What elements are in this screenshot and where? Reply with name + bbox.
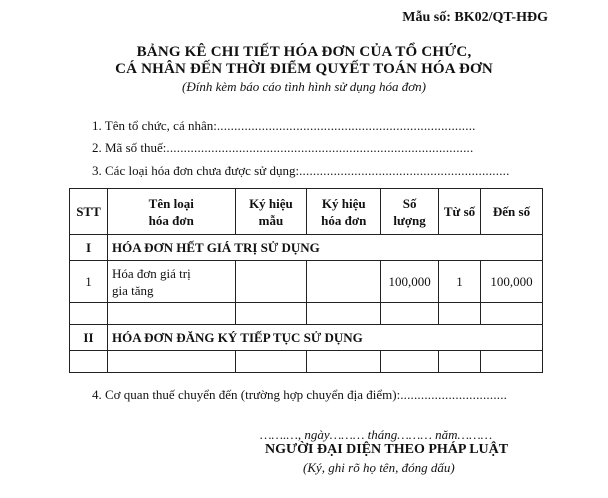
header-form-symbol-line2: mẫu: [258, 212, 284, 228]
header-form-symbol-line1: Ký hiệu: [249, 195, 293, 211]
empty-row: [70, 303, 543, 325]
title-line-2: CÁ NHÂN ĐẾN THỜI ĐIỂM QUYẾT TOÁN HÓA ĐƠN: [115, 61, 493, 77]
org-name-label: 1. Tên tổ chức, cá nhân:: [92, 118, 217, 133]
section-row-continued: [70, 325, 543, 351]
empty-cell: [439, 303, 481, 325]
header-quantity: [381, 189, 439, 235]
empty-cell: [439, 351, 481, 373]
table-header-row: [70, 189, 543, 235]
title-line-1: BẢNG KÊ CHI TIẾT HÓA ĐƠN CỦA TỔ CHỨC,: [136, 44, 472, 60]
empty-cell: [235, 303, 307, 325]
header-stt: STT: [70, 189, 108, 235]
empty-cell: [70, 303, 108, 325]
tax-office-label: 4. Cơ quan thuế chuyển đến (trường hợp chuyển địa điểm):: [92, 387, 401, 402]
header-invoice-serial-line1: Ký hiệu: [321, 195, 366, 211]
cell-form-symbol: [235, 261, 307, 303]
empty-cell: [481, 351, 543, 373]
tax-code-dots: .........................................................................................: [166, 140, 474, 155]
invoice-table: [69, 188, 543, 373]
section-number: I: [70, 235, 108, 261]
header-invoice-name-line1: Tên loại: [148, 195, 194, 211]
invoice-types-label: 3. Các loại hóa đơn chưa được sử dụng:: [92, 163, 300, 178]
empty-cell: [307, 303, 381, 325]
header-quantity-line1: Số: [402, 195, 417, 211]
signature-note: (Ký, ghi rõ họ tên, đóng dấu): [303, 460, 455, 475]
invoice-types-dots: .............................................................: [299, 163, 510, 178]
tax-office-dots: ...............................: [400, 387, 508, 402]
tax-code-label: 2. Mã số thuế:: [92, 140, 167, 155]
tax-office-field: [92, 387, 507, 403]
subtitle: (Đính kèm báo cáo tình hình sử dụng hóa đơn): [181, 79, 427, 94]
empty-row: [70, 351, 543, 373]
signature-title: NGƯỜI ĐẠI DIỆN THEO PHÁP LUẬT: [265, 442, 509, 457]
empty-cell: [307, 351, 381, 373]
cell-to-number: 100,000: [481, 261, 543, 303]
empty-cell: [381, 303, 439, 325]
header-invoice-serial-line2: hóa đơn: [321, 212, 367, 228]
section-title: HÓA ĐƠN ĐĂNG KÝ TIẾP TỤC SỬ DỤNG: [107, 325, 542, 351]
empty-cell: [70, 351, 108, 373]
header-invoice-name-line2: hóa đơn: [148, 212, 194, 228]
invoice-types-field: [92, 163, 510, 179]
empty-cell: [107, 303, 235, 325]
signature-date-line: …….…, ngày……… tháng……… năm………: [260, 427, 493, 442]
empty-cell: [235, 351, 307, 373]
org-name-field: [92, 118, 476, 134]
header-quantity-line2: lượng: [393, 212, 426, 228]
header-invoice-name: [107, 189, 235, 235]
cell-quantity: 100,000: [381, 261, 439, 303]
empty-cell: [107, 351, 235, 373]
header-to-number: Đến số: [481, 189, 543, 235]
form-code: Mẫu số: BK02/QT-HĐG: [402, 10, 548, 25]
header-form-symbol: [235, 189, 307, 235]
section-number: II: [70, 325, 108, 351]
header-invoice-serial: [307, 189, 381, 235]
section-row-expired: [70, 235, 543, 261]
empty-cell: [381, 351, 439, 373]
section-title: HÓA ĐƠN HẾT GIÁ TRỊ SỬ DỤNG: [107, 235, 542, 261]
cell-stt: 1: [70, 261, 108, 303]
empty-cell: [481, 303, 543, 325]
tax-code-field: [92, 140, 473, 156]
cell-invoice-name: [107, 261, 235, 303]
cell-invoice-name-line1: Hóa đơn giá trị: [111, 265, 191, 281]
cell-from-number: 1: [439, 261, 481, 303]
org-name-dots: ...........................................................................: [216, 118, 476, 133]
header-from-number: Từ số: [439, 189, 481, 235]
cell-invoice-name-line2: gia tăng: [111, 282, 154, 298]
table-row: [70, 261, 543, 303]
cell-invoice-serial: [307, 261, 381, 303]
document-title: [0, 44, 608, 95]
